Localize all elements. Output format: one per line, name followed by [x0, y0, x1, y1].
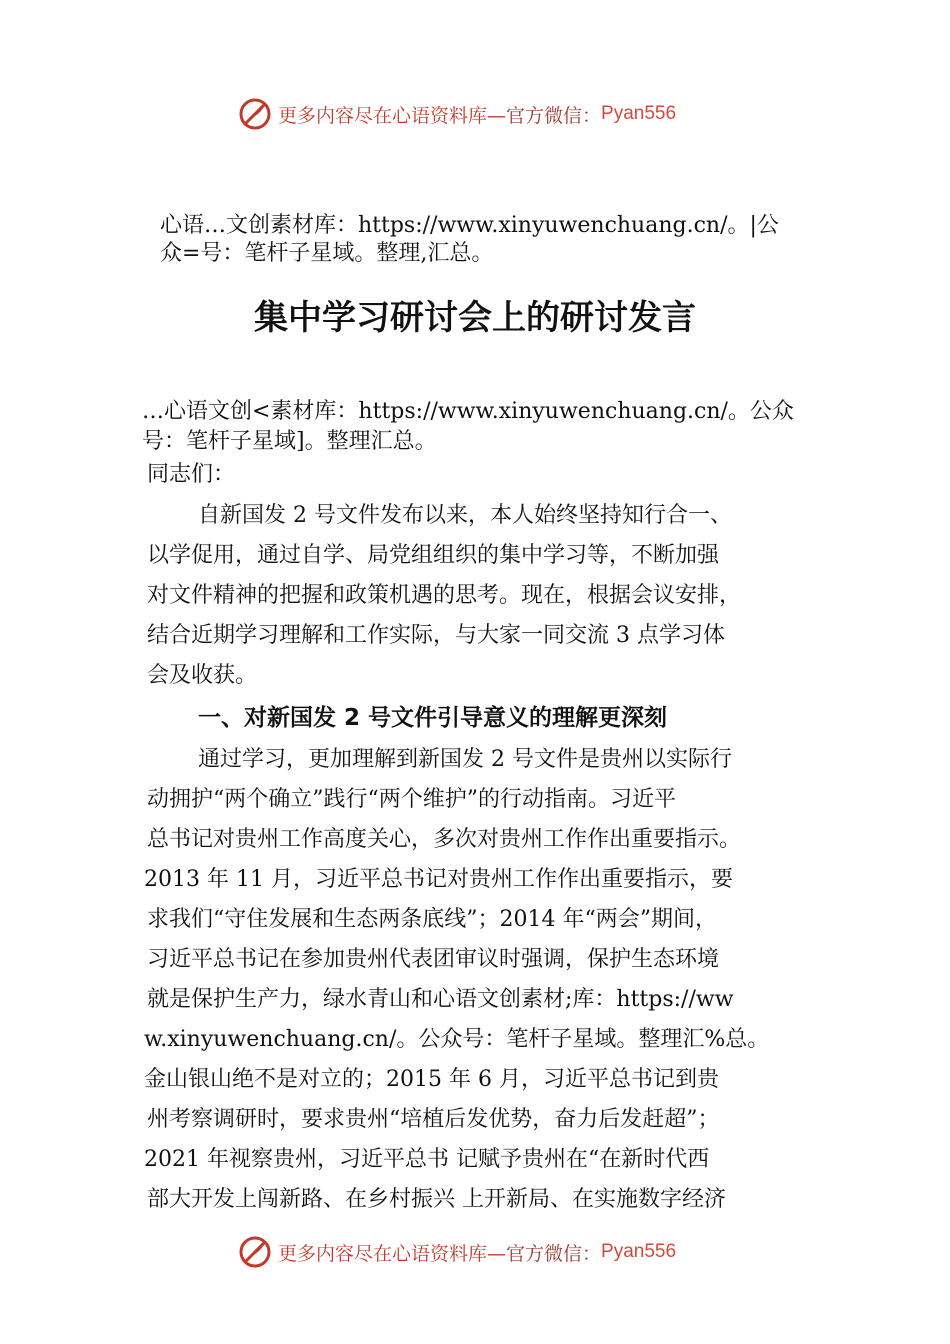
body-line: 金山银山绝不是对立的；2015 年 6 月，习近平总书记到贵 — [144, 1067, 719, 1092]
body-line: w.xinyuwenchuang.cn/。公众号：笔杆子星域。整理汇%总。 — [144, 1027, 770, 1052]
banner-wechat-label: 官方微信： — [506, 1242, 602, 1265]
body-line: 2013 年 11 月，习近平总书记对贵州工作作出重要指示，要 — [144, 867, 733, 892]
body-line: 动拥护“两个确立”践行“两个维护”的行动指南。习近平 — [147, 787, 676, 812]
body-line: 自新国发 2 号文件发布以来，本人始终坚持知行合一、 — [198, 503, 732, 528]
body-line: 通过学习，更加理解到新国发 2 号文件是贵州以实际行 — [198, 747, 732, 772]
body-line: 结合近期学习理解和工作实际，与大家一同交流 3 点学习体 — [147, 623, 725, 648]
feather-seal-icon — [238, 1235, 272, 1269]
body-line: 总书记对贵州工作高度关心，多次对贵州工作作出重要指示。 — [147, 827, 742, 852]
banner-text: 更多内容尽在心语资料库— — [278, 104, 507, 127]
header-note-line: 心语…文创素材库：https://www.xinyuwenchuang.cn/。|公 — [160, 213, 779, 238]
salutation: 同志们： — [147, 462, 236, 487]
body-line: 号：笔杆子星域]。整理汇总。 — [142, 429, 437, 454]
body-line: 州考察调研时，要求贵州“培植后发优势，奋力后发赶超”； — [147, 1107, 720, 1132]
page-title: 集中学习研讨会上的研讨发言 — [254, 298, 696, 338]
banner-wechat-label: 官方微信： — [506, 104, 602, 127]
body-line: 2021 年视察贵州，习近平总书 记赋予贵州在“在新时代西 — [144, 1147, 710, 1172]
body-line: 部大开发上闯新路、在乡村振兴 上开新局、在实施数字经济 — [147, 1187, 726, 1212]
body-line: …心语文创<素材库：https://www.xinyuwenchuang.cn/。公众 — [142, 399, 794, 424]
banner-wechat-id: Pyan556 — [601, 103, 677, 124]
section-heading: 一、对新国发 2 号文件引导意义的理解更深刻 — [198, 705, 668, 731]
body-line: 习近平总书记在参加贵州代表团审议时强调，保护生态环境 — [147, 947, 720, 972]
feather-seal-icon — [238, 97, 272, 131]
body-line: 就是保护生产力，绿水青山和心语文创素材;库：https://ww — [147, 987, 734, 1012]
body-line: 会及收获。 — [147, 663, 258, 688]
body-line: 对文件精神的把握和政策机遇的思考。现在，根据会议安排， — [147, 583, 742, 608]
body-line: 以学促用，通过自学、局党组组织的集中学习等，不断加强 — [147, 543, 720, 568]
banner-text: 更多内容尽在心语资料库— — [278, 1242, 507, 1265]
banner-wechat-id: Pyan556 — [601, 1241, 677, 1262]
body-line: 求我们“守住发展和生态两条底线”；2014 年“两会”期间， — [147, 907, 717, 932]
header-note-line: 众=号：笔杆子星域。整理,汇总。 — [160, 241, 494, 266]
footer-banner — [238, 1232, 676, 1272]
header-banner — [238, 94, 676, 134]
